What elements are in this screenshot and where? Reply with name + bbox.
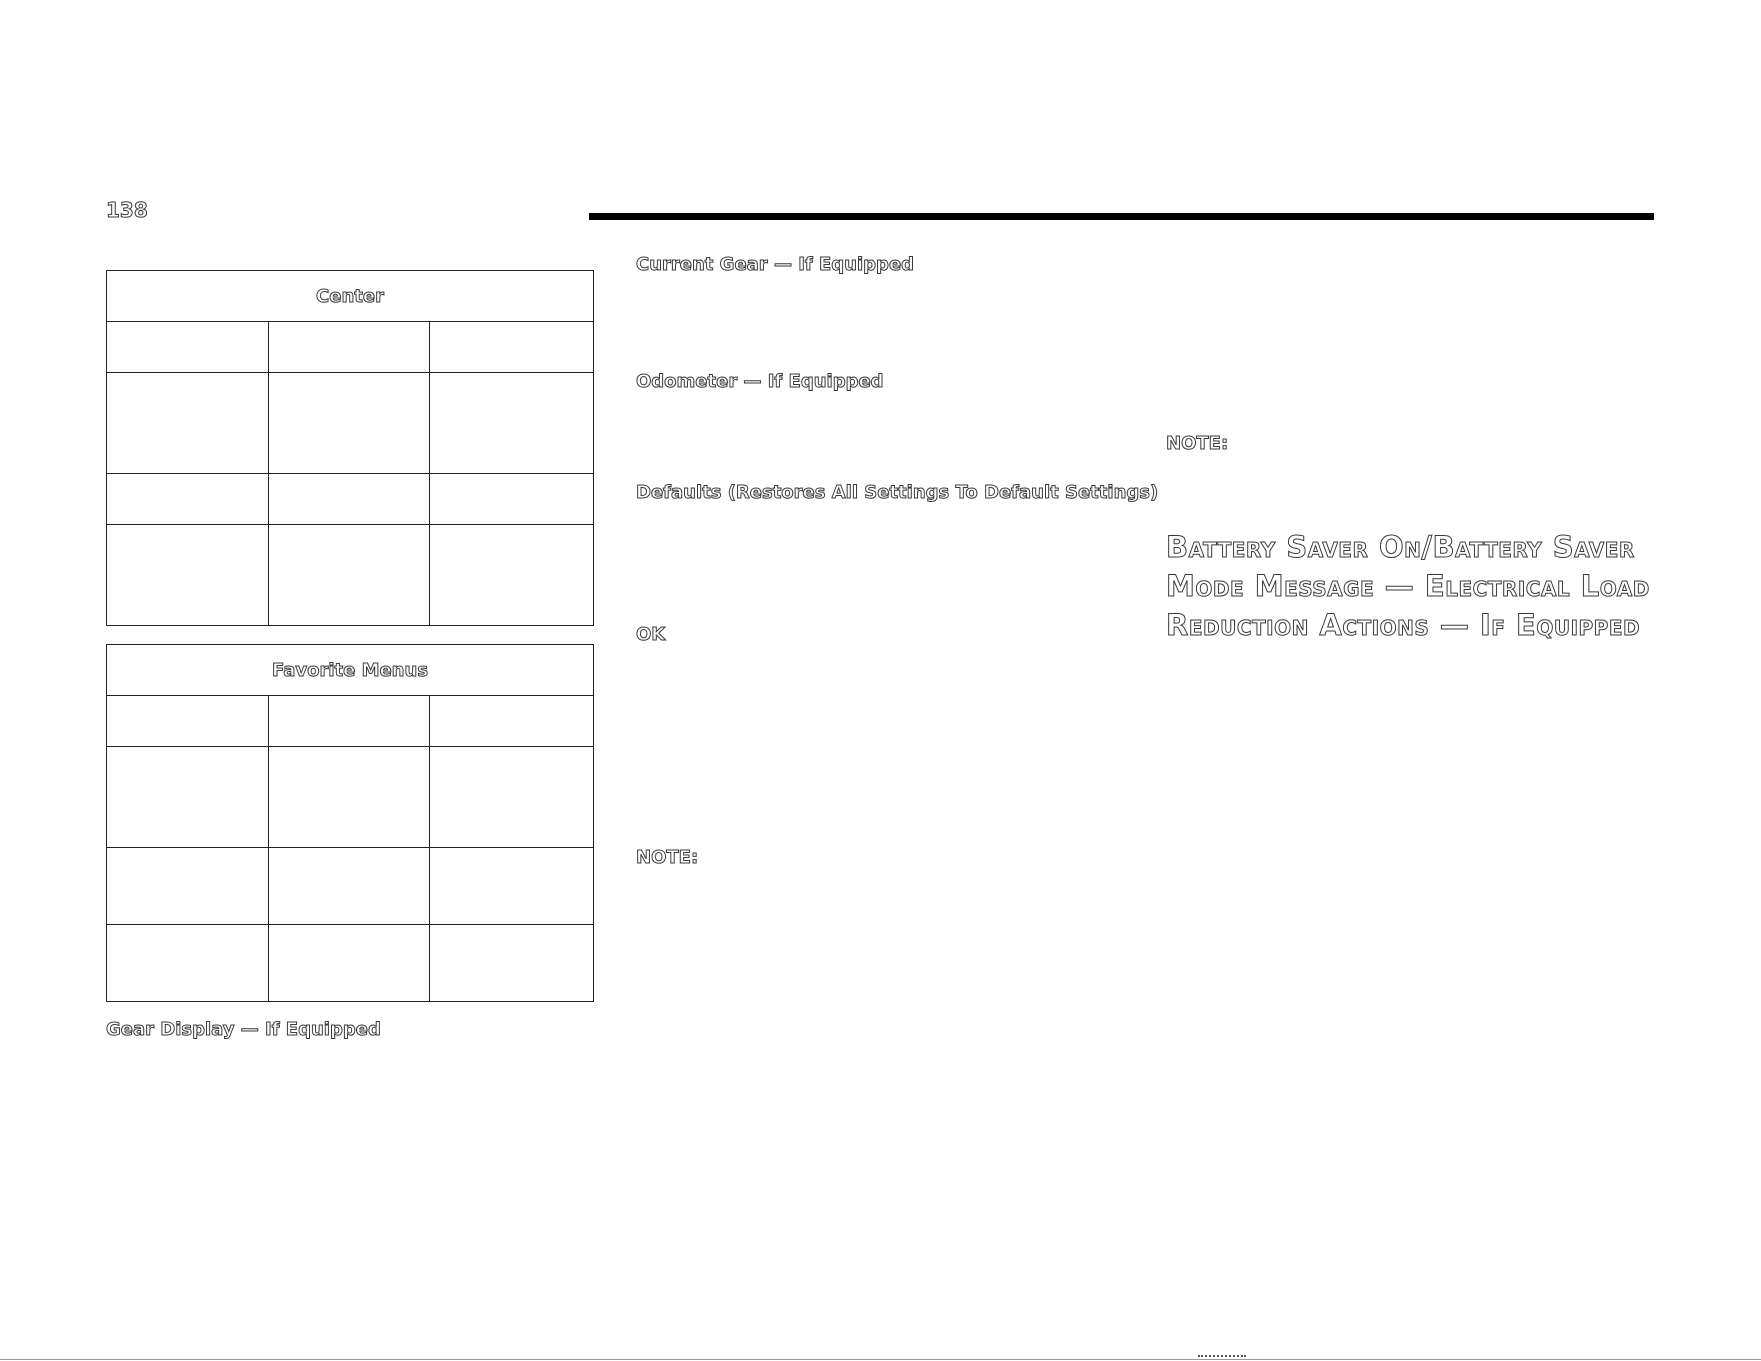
footer-mark — [1198, 1355, 1246, 1357]
header-rule — [589, 213, 1654, 220]
table-cell — [268, 848, 430, 925]
table-cell — [430, 696, 594, 747]
table-cell — [430, 474, 594, 525]
table-cell — [430, 848, 594, 925]
table-row — [107, 925, 594, 1002]
table-cell — [268, 696, 430, 747]
page-number: 138 — [106, 198, 148, 222]
table-cell — [107, 373, 269, 474]
note-label-right: NOTE: — [1166, 433, 1229, 454]
center-table-body — [107, 271, 594, 626]
table-cell — [107, 747, 269, 848]
table-cell — [107, 474, 269, 525]
note-label: NOTE: — [636, 847, 699, 868]
table-cell — [268, 925, 430, 1002]
table-cell — [107, 322, 269, 373]
battery-saver-heading: Battery Saver On/Battery Saver Mode Message — Electrical Load Reduction Actions — If Equipped — [1166, 530, 1650, 642]
odometer-heading: Odometer — If Equipped — [636, 371, 884, 392]
table-cell — [107, 696, 269, 747]
table-row — [107, 322, 594, 373]
table-cell — [430, 925, 594, 1002]
ok-label: OK — [636, 624, 666, 645]
table-row — [107, 525, 594, 626]
table-cell — [107, 848, 269, 925]
defaults-heading: Defaults (Restores All Settings To Default Settings) — [636, 482, 1159, 503]
center-table — [106, 270, 594, 626]
table-cell — [268, 322, 430, 373]
table-cell — [268, 747, 430, 848]
table-row — [107, 747, 594, 848]
center-table-caption: Center — [107, 271, 594, 322]
favorite-menus-table-caption-row — [107, 645, 594, 696]
table-cell — [430, 747, 594, 848]
favorite-menus-table-caption: Favorite Menus — [107, 645, 594, 696]
table-row — [107, 474, 594, 525]
favorite-menus-table — [106, 644, 594, 1002]
current-gear-heading: Current Gear — If Equipped — [636, 254, 915, 275]
table-cell — [430, 373, 594, 474]
table-cell — [107, 525, 269, 626]
table-row — [107, 848, 594, 925]
favorite-menus-table-body — [107, 645, 594, 1002]
table-cell — [268, 525, 430, 626]
center-table-caption-row — [107, 271, 594, 322]
table-cell — [430, 322, 594, 373]
table-cell — [430, 525, 594, 626]
gear-display-heading: Gear Display — If Equipped — [106, 1019, 381, 1040]
table-cell — [107, 925, 269, 1002]
table-cell — [268, 373, 430, 474]
table-row — [107, 696, 594, 747]
footer-rule — [0, 1359, 1761, 1360]
table-cell — [268, 474, 430, 525]
table-row — [107, 373, 594, 474]
